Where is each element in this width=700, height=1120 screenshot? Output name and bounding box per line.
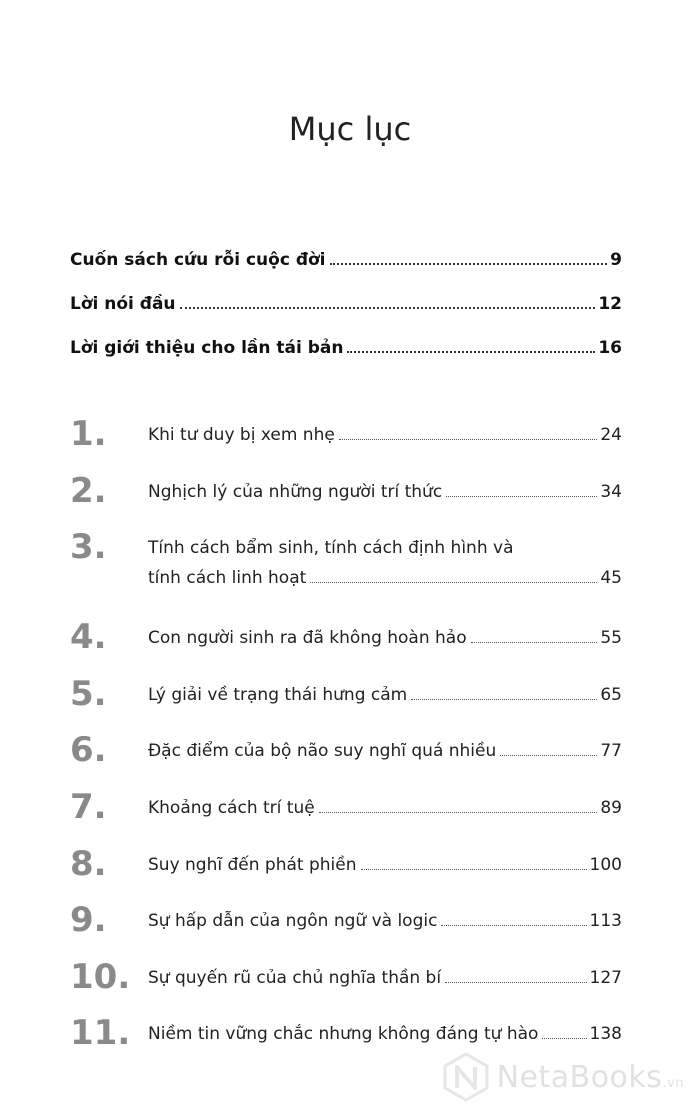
chapter-entry [70, 414, 622, 477]
dot-leader [445, 982, 586, 983]
chapter-title: Khi tư duy bị xem nhẹ [148, 425, 335, 445]
page-number: 65 [600, 684, 622, 705]
toc-front-entry [70, 338, 622, 382]
dot-leader [319, 812, 598, 813]
chapter-title: Nghịch lý của những người trí thức [148, 481, 443, 502]
chapter-entry [70, 730, 622, 793]
dot-leader [471, 642, 598, 643]
chapter-entry [70, 843, 622, 907]
chapter-entry [70, 470, 622, 534]
chapter-entry [70, 617, 622, 680]
page-number: 138 [589, 1024, 622, 1045]
chapter-number: 8. [70, 843, 107, 884]
page-number: 34 [600, 481, 622, 502]
chapter-number: 10. [70, 956, 131, 997]
chapter-title: Con người sinh ra đã không hoàn hảo [148, 628, 467, 649]
page-number: 127 [589, 967, 622, 988]
page-number: 77 [600, 741, 622, 762]
chapter-title: Sự hấp dẫn của ngôn ngữ và logic [148, 911, 438, 932]
chapter-title: Khoảng cách trí tuệ [148, 797, 315, 818]
page-title: Mục lục [288, 110, 412, 148]
page-number: 55 [600, 628, 622, 649]
chapter-number: 9. [70, 900, 107, 941]
page-number: 100 [589, 854, 622, 875]
entry-label: Cuốn sách cứu rỗi cuộc đời [70, 250, 326, 270]
dot-leader [542, 1038, 586, 1039]
chapter-list [70, 414, 622, 1076]
watermark-text: NetaBooks.vn [496, 1059, 684, 1095]
chapter-entry [70, 956, 622, 1020]
page-number: 16 [598, 338, 622, 358]
dot-leader [361, 869, 587, 870]
toc-front-entry [70, 294, 622, 338]
toc-front-entry [70, 250, 622, 294]
dot-leader [310, 582, 597, 583]
entry-label: Lời nói đầu [70, 294, 176, 314]
chapter-title: Đặc điểm của bộ não suy nghĩ quá nhiều [148, 741, 497, 762]
entry-label: Lời giới thiệu cho lần tái bản [70, 338, 344, 358]
watermark [443, 1052, 684, 1102]
dot-leader [347, 351, 595, 353]
chapter-title-line1: Tính cách bẩm sinh, tính cách định hình và [148, 538, 514, 559]
chapter-number: 1. [70, 414, 107, 454]
chapter-number: 11. [70, 1013, 131, 1054]
chapter-number: 7. [70, 786, 107, 827]
chapter-entry [70, 786, 622, 850]
chapter-title: Sự quyến rũ của chủ nghĩa thần bí [148, 967, 442, 988]
page-number: 45 [600, 568, 622, 589]
chapter-number: 2. [70, 470, 107, 511]
page-number: 89 [600, 797, 622, 818]
dot-leader [339, 439, 598, 440]
chapter-number: 5. [70, 673, 107, 714]
page-number: 9 [610, 250, 622, 270]
chapter-entry [70, 673, 622, 737]
chapter-number: 3. [70, 527, 107, 568]
dot-leader [180, 307, 596, 309]
dot-leader [500, 755, 597, 756]
chapter-entry [70, 527, 622, 623]
chapter-number: 4. [70, 617, 107, 658]
chapter-title: tính cách linh hoạt [148, 568, 307, 589]
dot-leader [411, 699, 597, 700]
page-number: 113 [589, 911, 622, 932]
dot-leader [441, 925, 586, 926]
chapter-title: Lý giải về trạng thái hưng cảm [148, 684, 408, 705]
front-matter-list [70, 250, 622, 382]
chapter-title: Suy nghĩ đến phát phiền [148, 854, 357, 875]
dot-leader [330, 263, 608, 265]
chapter-number: 6. [70, 730, 107, 771]
page-number: 24 [600, 425, 622, 445]
chapter-title: Niềm tin vững chắc nhưng không đáng tự hào [148, 1024, 539, 1045]
chapter-entry [70, 900, 622, 963]
page-number: 12 [598, 294, 622, 314]
dot-leader [446, 496, 597, 497]
netabooks-logo-icon [443, 1052, 489, 1102]
